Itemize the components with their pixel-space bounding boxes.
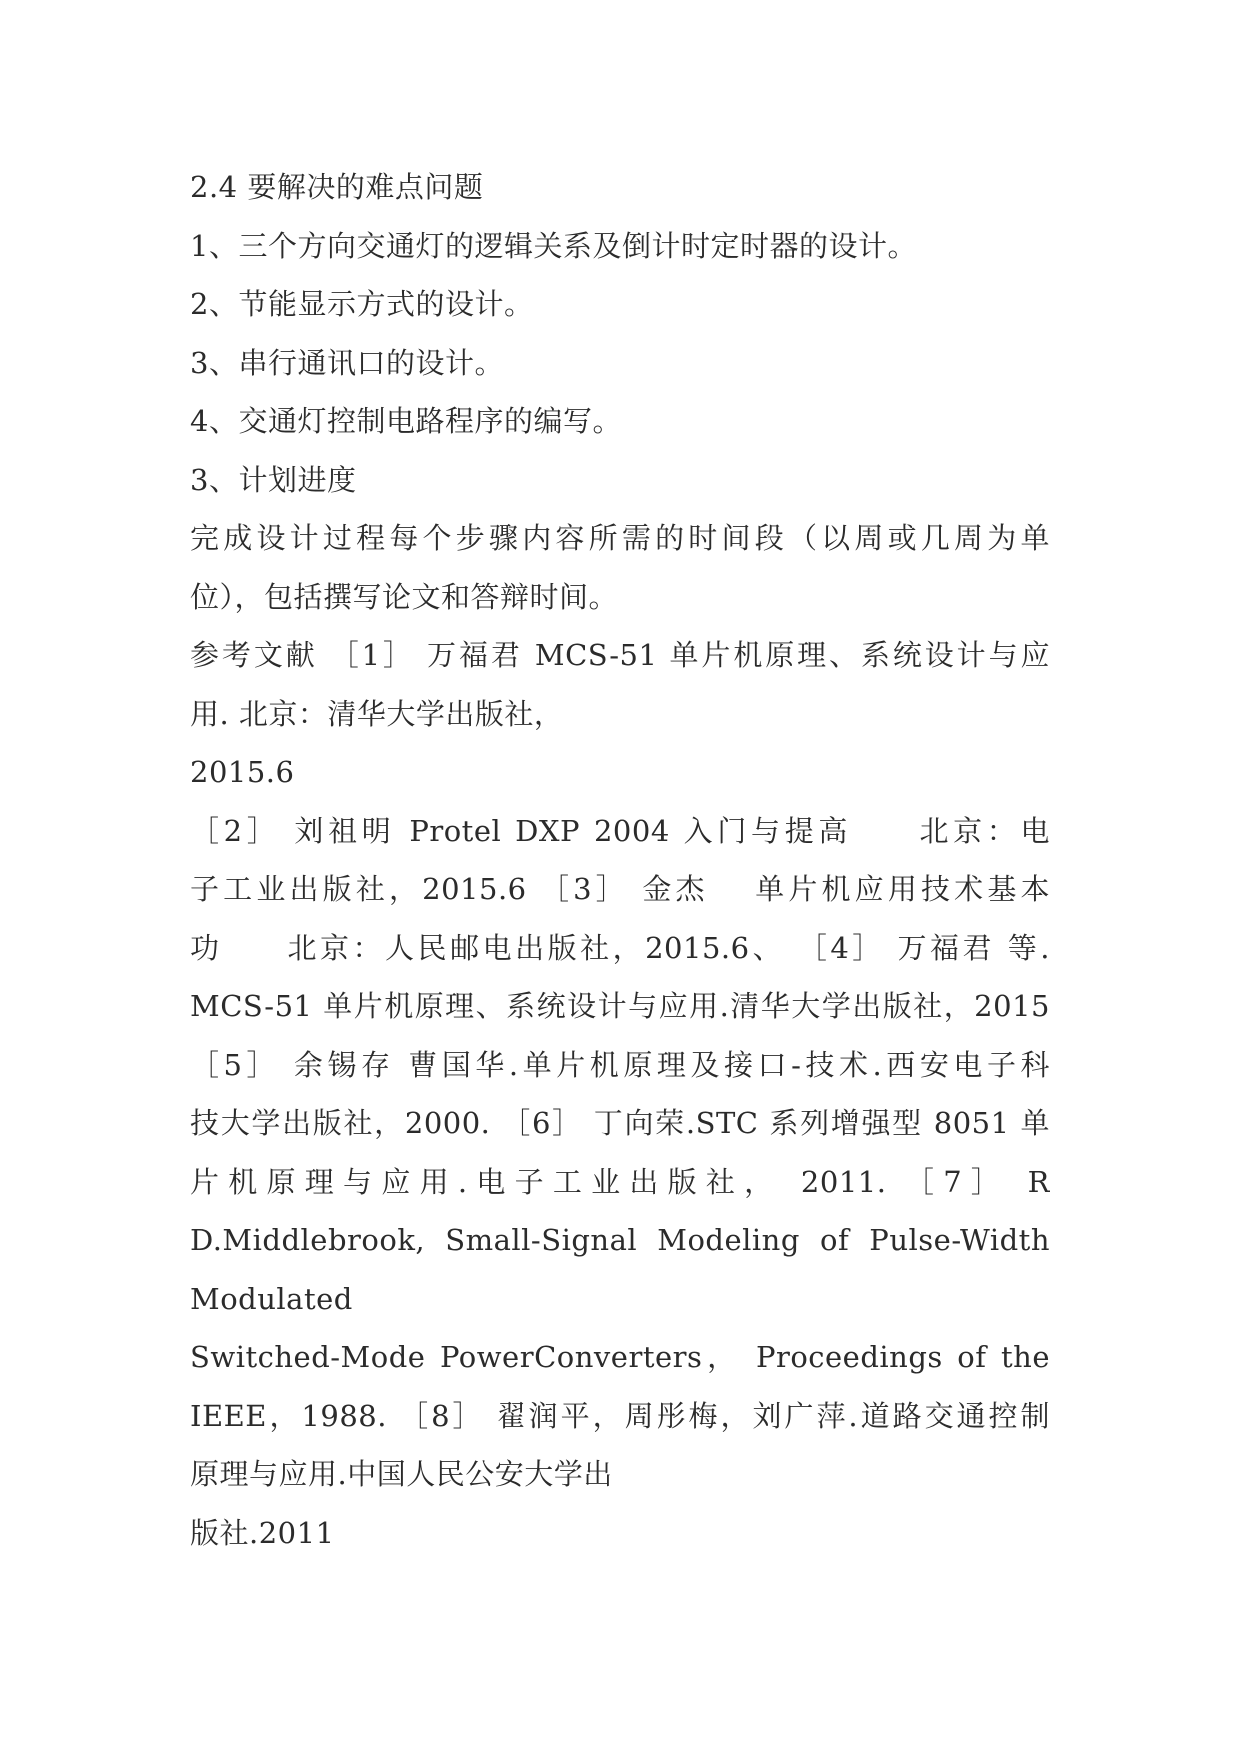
references-line-12: Modulated — [190, 1281, 353, 1316]
difficulty-item-4: 4、交通灯控制电路程序的编写。 — [190, 404, 622, 438]
schedule-heading: 3、计划进度 — [190, 462, 357, 497]
difficulty-item-2: 2、节能显示方式的设计。 — [190, 287, 534, 321]
references-line-15: 原理与应用.中国人民公安大学出 — [190, 1457, 613, 1491]
references-line-5: 子工业出版社，2015.6 ［3］ 金杰 单片机应用技术基本 — [190, 872, 1050, 906]
references-line-9: 技大学出版社，2000. ［6］ 丁向荣.STC 系列增强型 8051 单 — [190, 1106, 1050, 1140]
schedule-text-line-1: 完成设计过程每个步骤内容所需的时间段（以周或几周为单 — [190, 521, 1050, 555]
references-line-3: 2015.6 — [190, 755, 295, 789]
references-line-13: Switched-Mode PowerConverters， Proceedings of the — [190, 1340, 1050, 1374]
references-line-10: 片机原理与应用.电子工业出版社， 2011. ［7］ R — [190, 1164, 1050, 1199]
section-heading: 2.4 要解决的难点问题 — [190, 170, 484, 204]
references-line-14: IEEE，1988. ［8］ 翟润平，周彤梅，刘广萍.道路交通控制 — [190, 1398, 1050, 1433]
references-line-4: ［2］ 刘祖明 Protel DXP 2004 入门与提高 北京：电 — [190, 813, 1050, 848]
references-line-2: 用. 北京：清华大学出版社， — [190, 696, 564, 731]
references-line-11: D.Middlebrook, Small-Signal Modeling of Pulse-Width — [190, 1223, 1050, 1257]
references-line-1: 参考文献 ［1］ 万福君 MCS-51 单片机原理、系统设计与应 — [190, 638, 1050, 672]
references-line-8: ［5］ 余锡存 曹国华.单片机原理及接口-技术.西安电子科 — [190, 1047, 1050, 1082]
difficulty-item-3: 3、串行通讯口的设计。 — [190, 345, 504, 380]
document-body — [190, 158, 1050, 1562]
difficulty-item-1: 1、三个方向交通灯的逻辑关系及倒计时定时器的设计。 — [190, 228, 917, 263]
references-line-6: 功 北京：人民邮电出版社，2015.6、 ［4］ 万福君 等. — [190, 930, 1050, 965]
schedule-text-line-2: 位），包括撰写论文和答辩时间。 — [190, 579, 619, 614]
references-line-7: MCS-51 单片机原理、系统设计与应用.清华大学出版社，2015 — [190, 989, 1050, 1023]
references-line-16: 版社.2011 — [190, 1515, 335, 1550]
